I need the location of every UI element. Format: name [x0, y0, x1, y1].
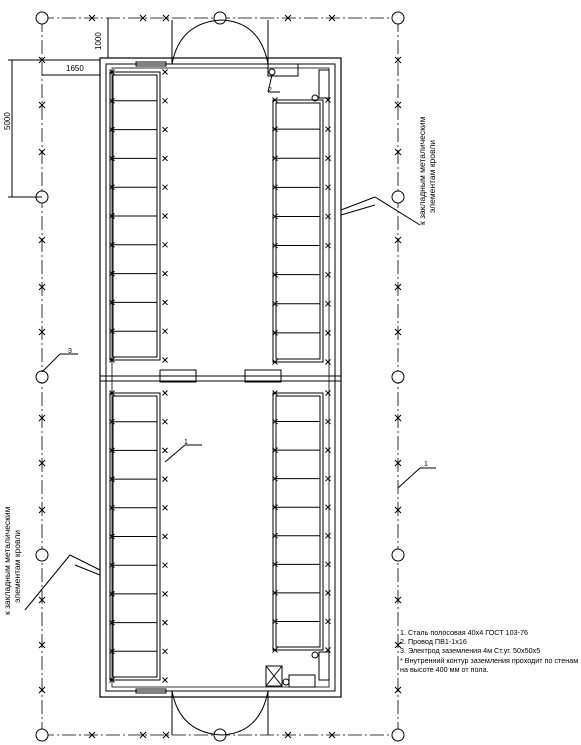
callout-strip-left: 1	[184, 439, 188, 446]
note-line-3: 3. Электрод заземления 4м Ст.уг. 50х50х5	[400, 646, 541, 656]
leader-callout	[42, 354, 60, 372]
note-line-1: 1. Сталь полосовая 40х4 ГОСТ 103-76	[400, 628, 529, 637]
wire-terminal	[283, 679, 289, 685]
label-right-roof	[417, 116, 437, 225]
label-right-line1: к закладным металическим	[417, 116, 427, 225]
legend-notes	[400, 628, 578, 674]
rack-right-upper	[273, 100, 323, 362]
roof-leader	[341, 197, 375, 210]
column-circle	[36, 729, 48, 741]
leader-callout	[398, 468, 420, 488]
label-left-line1: к закладным металическим	[2, 506, 12, 615]
wire-terminal	[269, 69, 275, 75]
roof-leader	[341, 205, 375, 215]
column-circle	[392, 371, 404, 383]
callout-electrode: 3	[68, 348, 72, 355]
callout-wire: 2	[268, 87, 272, 94]
wire-terminal	[312, 652, 318, 658]
column-circle	[392, 12, 404, 24]
label-left-roof	[2, 506, 22, 615]
column-circle	[36, 12, 48, 24]
dim-bay-spacing: 5000	[3, 112, 12, 130]
column-circle	[36, 549, 48, 561]
equipment-top-right	[319, 70, 329, 98]
roof-leader	[25, 555, 70, 610]
label-right-line2: элементам кровли	[427, 139, 437, 213]
column-circle	[392, 549, 404, 561]
dim-side-offset: 1650	[66, 64, 84, 73]
column-circle	[392, 191, 404, 203]
equipment-bottom-right	[289, 675, 315, 687]
callout-strip-right: 1	[424, 461, 428, 468]
roof-leader	[70, 555, 100, 570]
column-circle	[392, 729, 404, 741]
note-line-5: на высоте 400 мм от пола.	[400, 664, 489, 674]
rack-right-upper-inner	[276, 103, 320, 359]
column-circle	[214, 12, 226, 24]
equipment-bottom-right2	[319, 652, 329, 680]
column-circle	[36, 371, 48, 383]
label-left-line2: элементам кровли	[12, 529, 22, 603]
note-line-2: 2. Провод ПВ1-1х16	[400, 637, 467, 647]
note-line-4: * Внутренний контур заземления проходит по стенам	[400, 655, 579, 665]
building-outer-wall	[100, 58, 341, 697]
equipment-top	[268, 64, 298, 76]
dim-top-offset: 1000	[94, 32, 103, 50]
leader-callout	[165, 445, 185, 462]
roof-leader	[75, 565, 100, 575]
rack-right-lower-inner	[276, 396, 320, 647]
rack-right-lower	[273, 393, 323, 650]
